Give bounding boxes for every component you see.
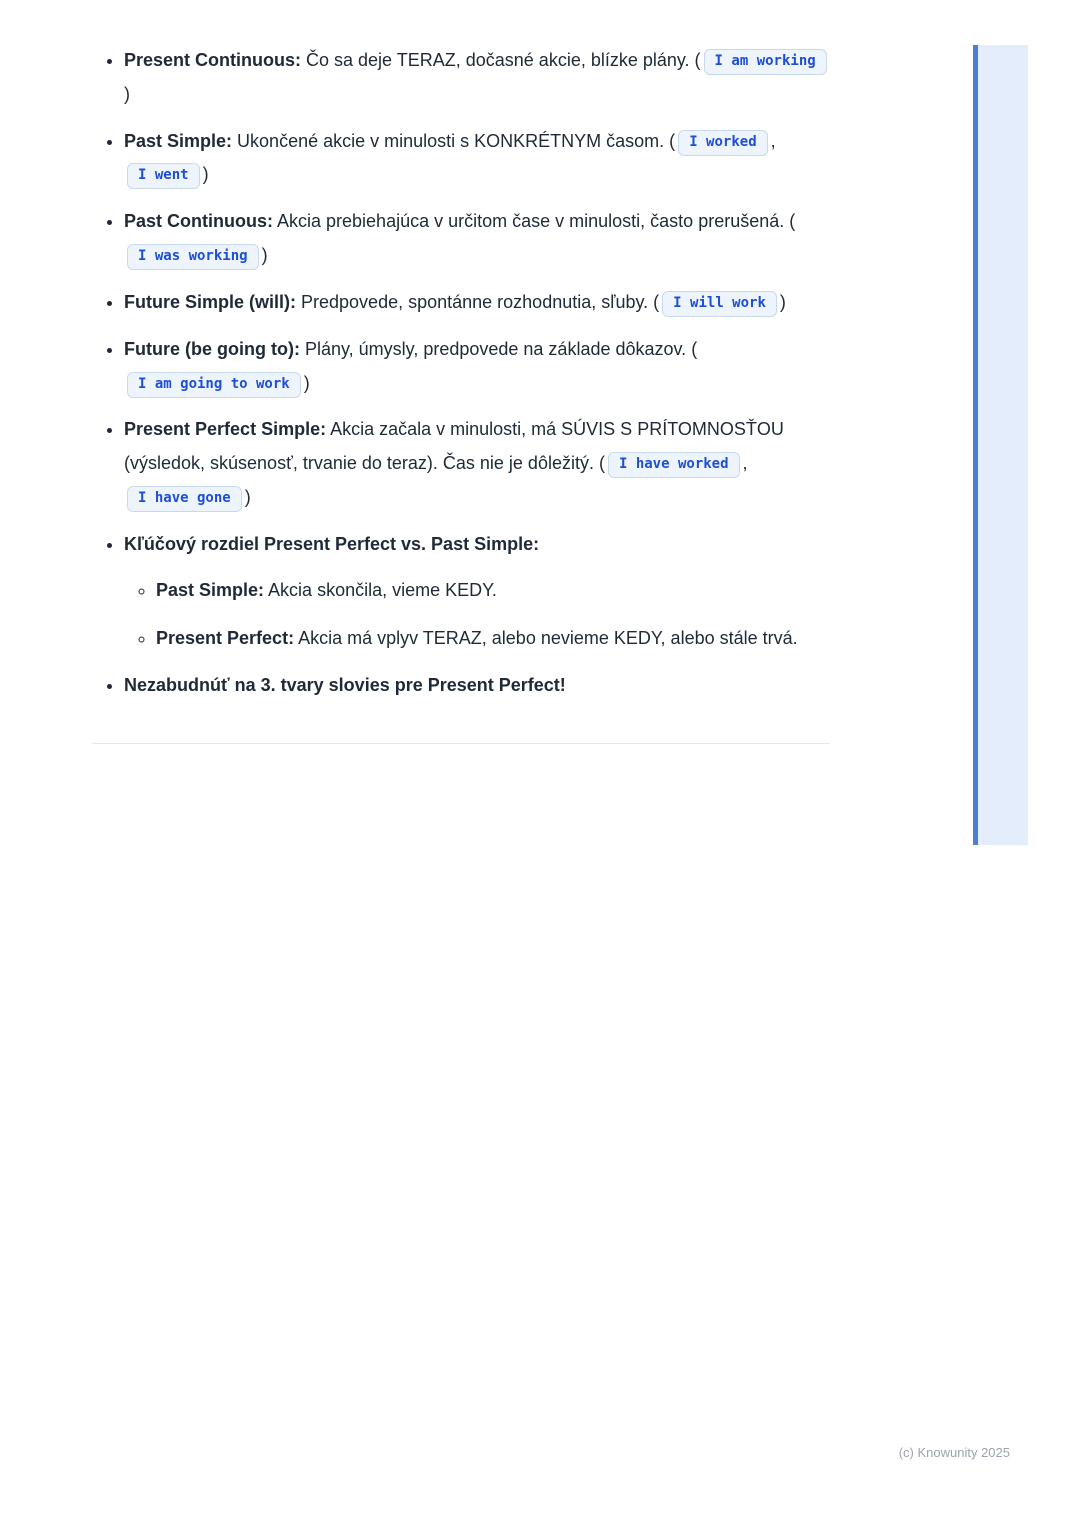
scrollbar-thumb[interactable] [973, 45, 978, 845]
list-item [124, 669, 832, 703]
code-chip: I was working [127, 244, 259, 270]
code-chip: I will work [662, 291, 777, 317]
text-segment: Čo sa deje TERAZ, dočasné akcie, blízke plány. ( [301, 50, 701, 70]
copyright-footer: (c) Knowunity 2025 [898, 1445, 1010, 1460]
code-chip: I am going to work [127, 372, 301, 398]
sublist-item [156, 574, 832, 608]
term-bold: Present Perfect: [156, 627, 295, 648]
text-segment: Akcia skončila, vieme KEDY. [264, 579, 497, 600]
text-segment: Plány, úmysly, predpovede na základe dôkazov. ( [299, 338, 698, 359]
text-segment: Akcia má vplyv TERAZ, alebo nevieme KEDY, alebo stále trvá. [294, 627, 798, 648]
text-segment: ) [202, 164, 209, 185]
term-bold: Future (be going to): [124, 338, 300, 359]
term-bold: Past Simple: [156, 579, 265, 600]
text-segment: Akcia prebiehajúca v určitom čase v minulosti, často prerušená. ( [273, 211, 796, 232]
term-bold: Past Continuous: [124, 211, 273, 232]
code-chip: I have worked [608, 452, 740, 478]
term-bold: Present Perfect Simple: [124, 419, 327, 440]
code-chip: I am working [704, 49, 827, 75]
code-chip: I have gone [127, 486, 242, 512]
tense-list [92, 44, 832, 703]
term-bold: Past Simple: [124, 130, 233, 151]
list-item [124, 413, 832, 514]
text-segment: ) [779, 291, 786, 312]
list-item [124, 286, 832, 320]
text-segment: , [742, 453, 748, 474]
section-divider [92, 743, 830, 744]
text-segment: ) [303, 372, 310, 393]
list-item [124, 125, 832, 193]
sublist [124, 574, 832, 656]
code-chip: I worked [678, 130, 767, 156]
text-segment: , [770, 130, 776, 151]
term-bold: Present Continuous: [124, 50, 302, 70]
text-segment: Akcia začala v minulosti, má SÚVIS S PRÍTOMNOSŤOU (výsledok, skúsenosť, trvanie do teraz). Čas nie je dôležitý. ( [124, 419, 784, 474]
list-item [124, 205, 832, 273]
text-segment: Ukončené akcie v minulosti s KONKRÉTNYM časom. ( [232, 130, 676, 151]
list-item [124, 333, 832, 401]
notes-content [92, 44, 832, 744]
code-chip: I went [127, 163, 200, 189]
list-item [124, 44, 832, 112]
text-segment: Predpovede, spontánne rozhodnutia, sľuby. ( [296, 291, 660, 312]
list-item [124, 528, 832, 655]
term-bold: Nezabudnúť na 3. tvary slovies pre Present Perfect! [124, 675, 566, 696]
scrollbar-track[interactable] [978, 45, 1028, 845]
term-bold: Future Simple (will): [124, 291, 297, 312]
term-bold: Kľúčový rozdiel Present Perfect vs. Past Simple: [124, 533, 540, 554]
sublist-item [156, 622, 832, 656]
text-segment: ) [244, 487, 251, 508]
text-segment: ) [261, 245, 268, 266]
text-segment: ) [124, 83, 130, 104]
